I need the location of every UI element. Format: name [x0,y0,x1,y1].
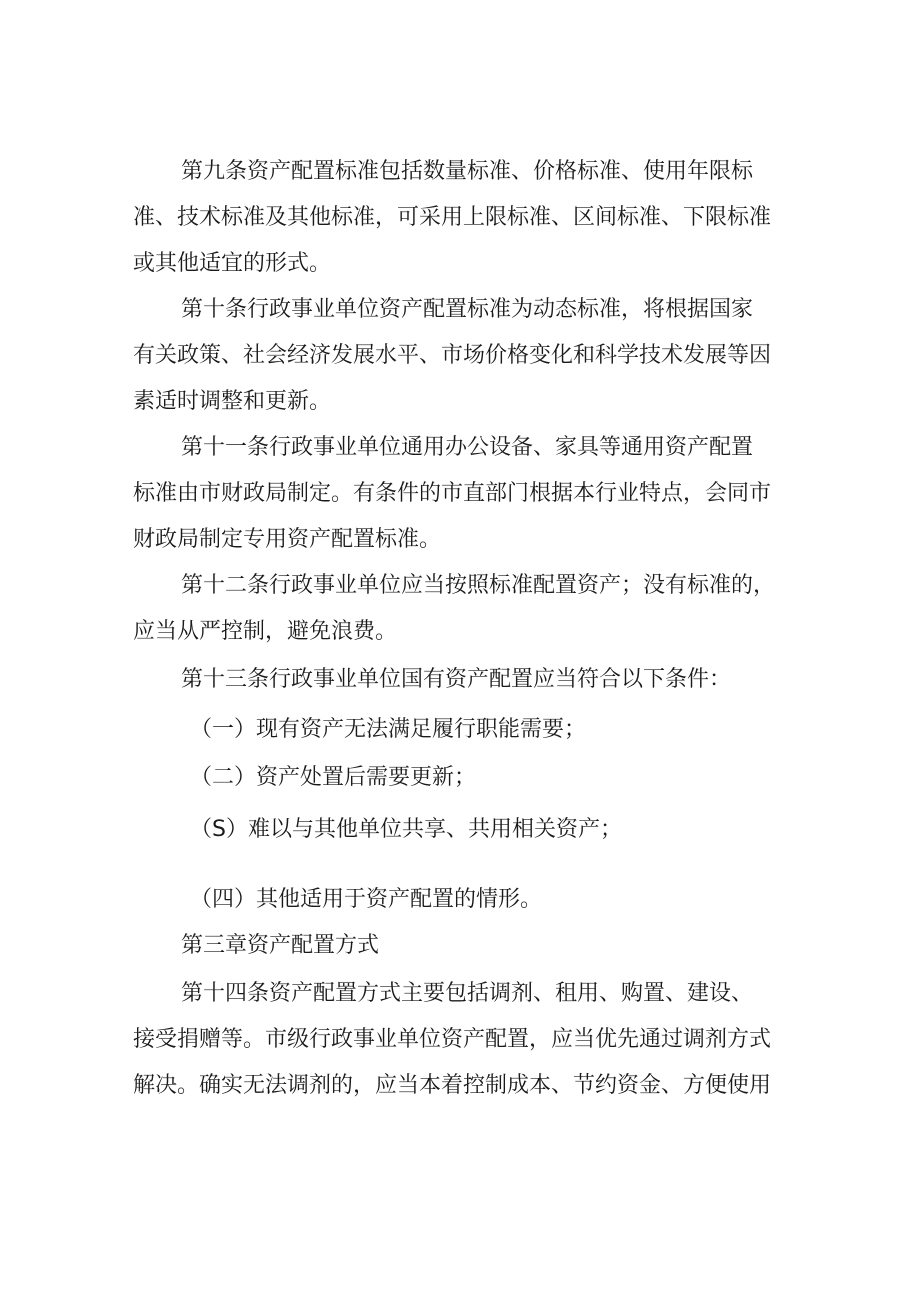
article-14-line-1: 第十四条资产配置方式主要包括调剂、租用、购置、建设、 [181,981,754,1006]
chapter-3-heading: 第三章资产配置方式 [181,933,380,958]
article-9-line-3: 或其他适宜的形式。 [133,251,332,276]
article-10-line-3: 素适时调整和更新。 [133,389,332,414]
article-14-line-3: 解决。确实无法调剂的，应当本着控制成本、节约资金、方便使用 [133,1073,772,1098]
article-10-line-2: 有关政策、社会经济发展水平、市场价格变化和科学技术发展等因 [133,343,772,368]
article-14-line-2: 接受捐赠等。市级行政事业单位资产配置，应当优先通过调剂方式 [133,1027,772,1052]
condition-1: （一）现有资产无法满足履行职能需要； [190,717,587,742]
article-11-line-3: 财政局制定专用资产配置标准。 [133,527,442,552]
article-12-line-2: 应当从严控制，避免浪费。 [133,619,398,644]
article-10-line-1: 第十条行政事业单位资产配置标准为动态标准，将根据国家 [181,297,754,322]
article-13-line-1: 第十三条行政事业单位国有资产配置应当符合以下条件： [181,667,732,692]
article-9-line-1: 第九条资产配置标准包括数量标准、价格标准、使用年限标 [181,159,754,184]
condition-2: （二）资产处置后需要更新； [190,765,477,790]
article-11-line-2: 标准由市财政局制定。有条件的市直部门根据本行业特点，会同市 [133,481,772,506]
article-12-line-1: 第十二条行政事业单位应当按照标准配置资产；没有标准的， [181,573,776,598]
article-9-line-2: 准、技术标准及其他标准，可采用上限标准、区间标准、下限标准 [133,205,772,230]
condition-4: （四）其他适用于资产配置的情形。 [190,887,543,912]
article-11-line-1: 第十一条行政事业单位通用办公设备、家具等通用资产配置 [181,435,754,460]
condition-3: （S）难以与其他单位共享、共用相关资产； [190,817,622,842]
